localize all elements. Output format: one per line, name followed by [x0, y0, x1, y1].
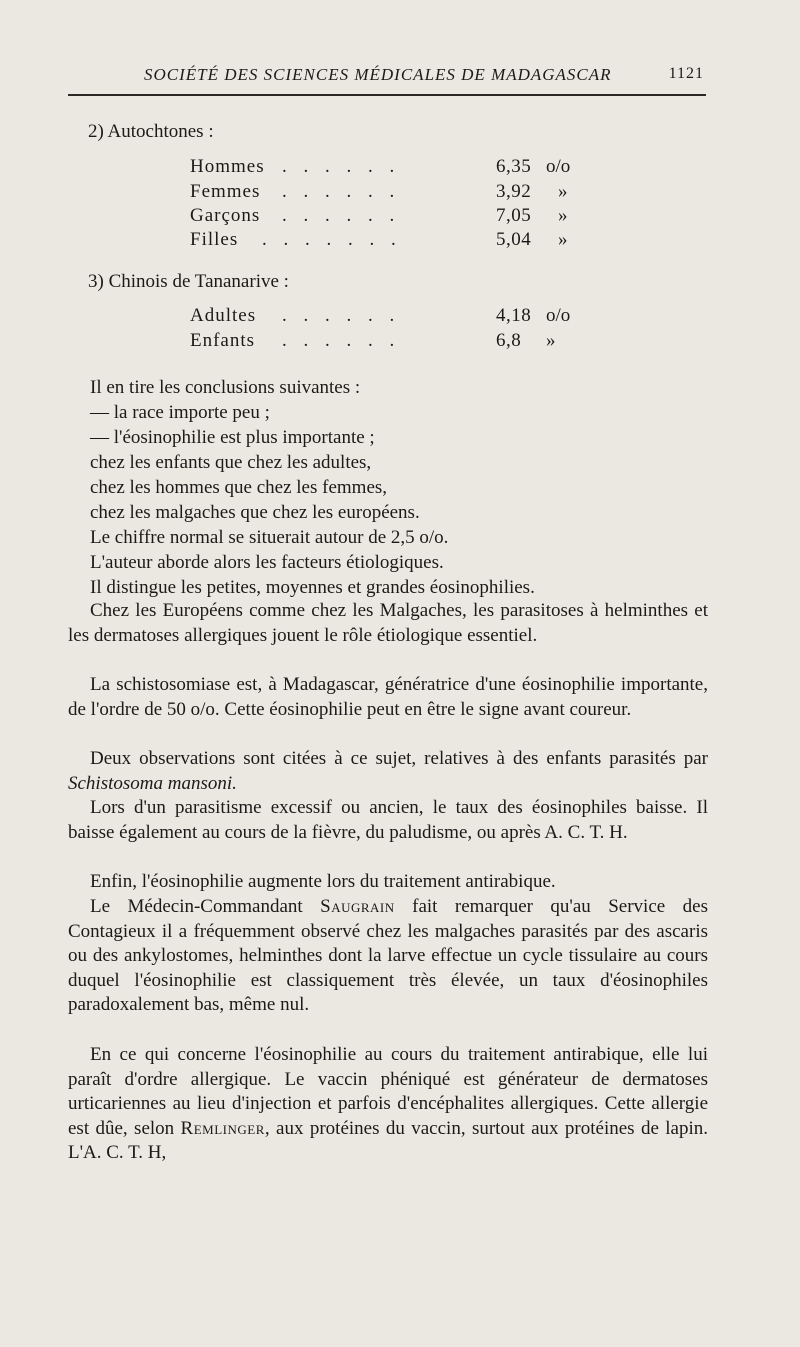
row-unit: » — [546, 330, 556, 351]
text-line: Le chiffre normal se situerait autour de 2,5 o/o. — [90, 527, 449, 548]
paragraph-text: Le Médecin-Commandant — [90, 896, 321, 917]
row-value: 6,35 — [496, 156, 532, 177]
author-name: Saugrain — [320, 896, 395, 917]
running-header — [68, 62, 708, 92]
paragraph — [68, 895, 708, 1018]
text-line: — l'éosinophilie est plus importante ; — [90, 427, 375, 448]
text-line: — la race importe peu ; — [90, 402, 270, 423]
paragraph-text: , aux protéines du vaccin, surtout aux protéines de lapin. L'A. C. T. H, — [68, 1117, 708, 1164]
text-line: chez les malgaches que chez les européens. — [90, 502, 420, 523]
row-unit: » — [558, 181, 568, 202]
paragraph — [68, 1043, 708, 1166]
row-unit: o/o — [546, 156, 571, 177]
text-line: chez les hommes que chez les femmes, — [90, 477, 388, 498]
row-unit: o/o — [546, 305, 571, 326]
author-name: Remlinger — [180, 1117, 265, 1139]
header-rule — [68, 94, 706, 96]
text-line: chez les enfants que chez les adultes, — [90, 452, 372, 473]
paragraph: La schistosomiase est, à Madagascar, génératrice d'une éosinophilie importante, de l'ordre de 50 o/o. Cette éosinophilie peut en être le signe avant coureur. — [68, 674, 708, 720]
row-dots: . . . . . . — [282, 305, 401, 326]
row-value: 5,04 — [496, 229, 532, 250]
row-label: Adultes — [190, 305, 257, 326]
row-label: Femmes — [190, 181, 261, 202]
paragraph: Lors d'un parasitisme excessif ou ancien, le taux des éosinophiles baisse. Il baisse également au cours de la fièvre, du paludisme, ou après A. C. T. H. — [68, 797, 708, 843]
row-dots: . . . . . . — [282, 181, 401, 202]
paragraph-text: En ce qui concerne l'éosinophilie au cours du traitement antirabique, elle lui paraît d'ordre allergique. Le vaccin phéniqué est générateur de dermatoses urticariennes au lieu d'injection et parfois d'encéphalites allergiques. Cette allergie est dûe, selon — [68, 1044, 708, 1139]
row-label: Enfants — [190, 330, 256, 351]
row-value: 4,18 — [496, 305, 532, 326]
page-number: 1121 — [668, 65, 704, 82]
paragraph — [68, 747, 708, 796]
text-line: L'auteur aborde alors les facteurs étiologiques. — [90, 552, 444, 573]
row-value: 7,05 — [496, 205, 532, 226]
paragraph: Enfin, l'éosinophilie augmente lors du traitement antirabique. — [90, 871, 556, 892]
row-value: 3,92 — [496, 181, 532, 202]
section-3-heading: 3) Chinois de Tananarive : — [88, 271, 289, 292]
row-dots: . . . . . . — [282, 330, 401, 351]
row-unit: » — [558, 229, 568, 250]
paragraph: Chez les Européens comme chez les Malgaches, les parasitoses à helminthes et les dermatoses allergiques jouent le rôle étiologique essentiel. — [68, 600, 708, 646]
row-dots: . . . . . . — [282, 205, 401, 226]
row-label: Garçons — [190, 205, 261, 226]
row-value: 6,8 — [496, 330, 522, 351]
row-label: Hommes — [190, 156, 265, 177]
species-name: Schistosoma mansoni. — [68, 772, 237, 794]
paragraph-text: Deux observations sont citées à ce sujet, relatives à des enfants parasités par — [90, 748, 708, 769]
paragraph-text: fait remarquer qu'au Service des Contagieux il a fréquemment observé chez les malgaches parasités par des ascaris ou des ankylostomes, helminthes dont la larve effectue un cycle tissulaire au cours duquel l'éosinophilie est classiquement très élevée, un taux d'éosinophiles paradoxalement bas, même nul. — [68, 896, 708, 1016]
text-line: Il en tire les conclusions suivantes : — [90, 377, 361, 398]
row-unit: » — [558, 205, 568, 226]
row-dots: . . . . . . — [282, 156, 401, 177]
section-2-heading: 2) Autochtones : — [88, 121, 214, 142]
row-dots: . . . . . . . — [262, 229, 402, 250]
journal-title: SOCIÉTÉ DES SCIENCES MÉDICALES DE MADAGASCAR — [144, 65, 612, 84]
row-label: Filles — [190, 229, 239, 250]
text-line: Il distingue les petites, moyennes et grandes éosinophilies. — [90, 577, 535, 598]
